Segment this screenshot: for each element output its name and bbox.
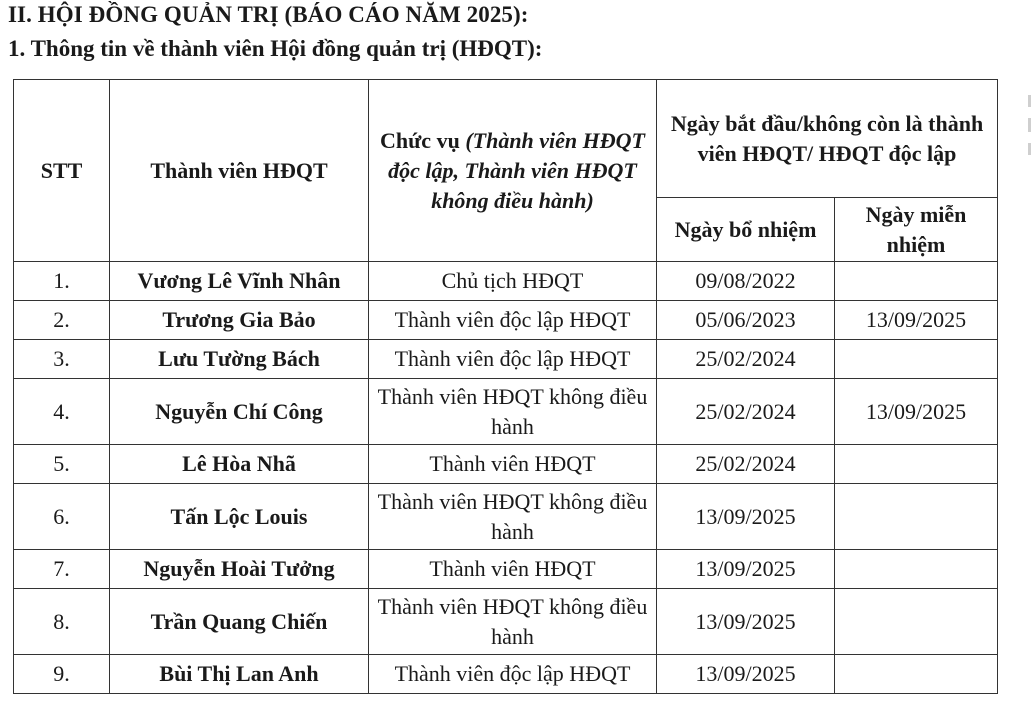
cell-position: Thành viên HĐQT không điều hành: [369, 589, 657, 655]
subsection-title: 1. Thông tin về thành viên Hội đồng quản trị (HĐQT):: [8, 36, 543, 61]
table-row: [14, 379, 998, 445]
cell-dismissed-date: [835, 655, 998, 694]
header-stt: STT: [14, 80, 110, 262]
header-member: Thành viên HĐQT: [110, 80, 369, 262]
table-row: [14, 340, 998, 379]
header-position-italic: (Thành viên HĐQT độc lập, Thành viên HĐQT không điều hành): [388, 127, 645, 213]
header-position: [369, 80, 657, 262]
cell-member-name: Tấn Lộc Louis: [110, 484, 369, 550]
cell-dismissed-date: [835, 589, 998, 655]
cell-dismissed-date: 13/09/2025: [835, 379, 998, 445]
cell-position: Thành viên HĐQT: [369, 445, 657, 484]
cell-member-name: Lưu Tường Bách: [110, 340, 369, 379]
cell-appointed-date: 25/02/2024: [657, 379, 835, 445]
cell-appointed-date: 13/09/2025: [657, 550, 835, 589]
table-row: [14, 262, 998, 301]
cell-position: Thành viên độc lập HĐQT: [369, 301, 657, 340]
table-row: [14, 550, 998, 589]
table-row: [14, 301, 998, 340]
cell-stt: 4.: [14, 379, 110, 445]
cell-position: Chủ tịch HĐQT: [369, 262, 657, 301]
cell-dismissed-date: 13/09/2025: [835, 301, 998, 340]
cell-dismissed-date: [835, 484, 998, 550]
header-dismissed: Ngày miễn nhiệm: [835, 198, 998, 262]
cell-stt: 5.: [14, 445, 110, 484]
table-row: [14, 445, 998, 484]
table-row: [14, 655, 998, 694]
board-members-table-container: [13, 79, 997, 694]
section-title: II. HỘI ĐỒNG QUẢN TRỊ (BÁO CÁO NĂM 2025):: [8, 2, 529, 27]
cell-member-name: Trần Quang Chiến: [110, 589, 369, 655]
board-members-table: [13, 79, 998, 694]
header-position-main: Chức vụ: [379, 127, 466, 153]
cell-position: Thành viên HĐQT không điều hành: [369, 484, 657, 550]
cell-stt: 8.: [14, 589, 110, 655]
cell-appointed-date: 13/09/2025: [657, 484, 835, 550]
cell-stt: 2.: [14, 301, 110, 340]
table-row: [14, 484, 998, 550]
cell-appointed-date: 05/06/2023: [657, 301, 835, 340]
cell-stt: 3.: [14, 340, 110, 379]
cell-stt: 9.: [14, 655, 110, 694]
cell-appointed-date: 13/09/2025: [657, 655, 835, 694]
cell-position: Thành viên độc lập HĐQT: [369, 340, 657, 379]
cell-member-name: Vương Lê Vĩnh Nhân: [110, 262, 369, 301]
table-row: [14, 589, 998, 655]
table-body: [14, 262, 998, 694]
cell-appointed-date: 09/08/2022: [657, 262, 835, 301]
cell-stt: 6.: [14, 484, 110, 550]
cell-stt: 7.: [14, 550, 110, 589]
cell-member-name: Lê Hòa Nhã: [110, 445, 369, 484]
cell-position: Thành viên độc lập HĐQT: [369, 655, 657, 694]
cell-stt: 1.: [14, 262, 110, 301]
cell-appointed-date: 25/02/2024: [657, 340, 835, 379]
cell-appointed-date: 25/02/2024: [657, 445, 835, 484]
header-appointed: Ngày bổ nhiệm: [657, 198, 835, 262]
cell-position: Thành viên HĐQT: [369, 550, 657, 589]
cell-dismissed-date: [835, 262, 998, 301]
cell-dismissed-date: [835, 340, 998, 379]
cell-dismissed-date: [835, 445, 998, 484]
cell-member-name: Nguyễn Chí Công: [110, 379, 369, 445]
cell-position: Thành viên HĐQT không điều hành: [369, 379, 657, 445]
cell-appointed-date: 13/09/2025: [657, 589, 835, 655]
header-dates-group: Ngày bắt đầu/không còn là thành viên HĐQT/ HĐQT độc lập: [657, 80, 998, 198]
cell-member-name: Trương Gia Bảo: [110, 301, 369, 340]
cell-member-name: Bùi Thị Lan Anh: [110, 655, 369, 694]
cell-member-name: Nguyễn Hoài Tưởng: [110, 550, 369, 589]
cell-dismissed-date: [835, 550, 998, 589]
